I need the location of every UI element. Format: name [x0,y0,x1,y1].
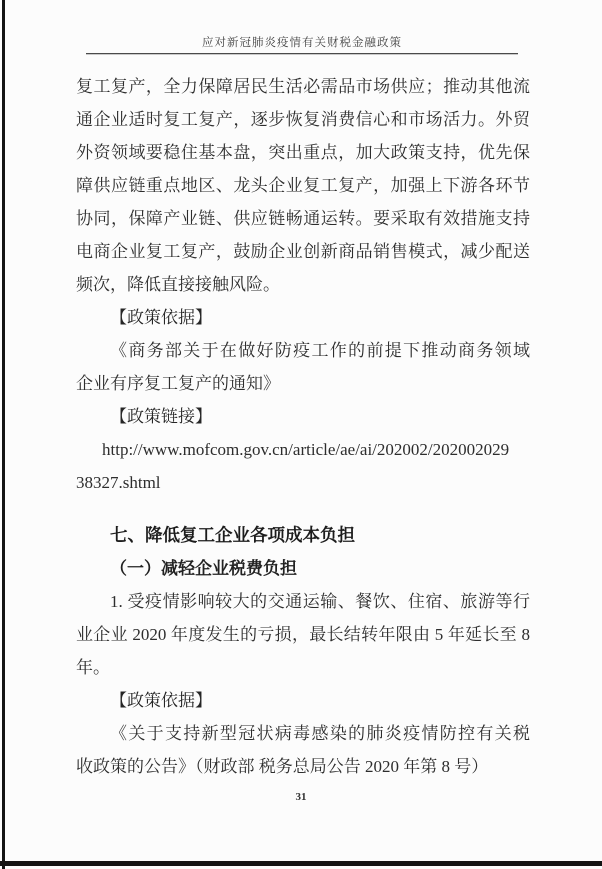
body-line: 通企业适时复工复产，逐步恢复消费信心和市场活力。外贸 [76,110,530,129]
policy-link-block [76,400,530,499]
section-heading: 七、降低复工企业各项成本负担 [110,525,355,545]
subsection-heading: （一）减轻企业税费负担 [110,559,297,578]
policy-link-label: 【政策链接】 [110,407,212,426]
list-item-line: 年。 [76,658,110,677]
body-line: 频次，降低直接接触风险。 [76,275,280,294]
page-body [76,70,530,783]
policy-url-line: http://www.mofcom.gov.cn/article/ae/ai/202002/202002029 [102,440,510,459]
list-item-line: 1. 受疫情影响较大的交通运输、餐饮、住宿、旅游等行 [110,592,530,611]
body-line: 障供应链重点地区、龙头企业复工复产，加强上下游各环节 [76,176,530,195]
policy-url-line: 38327.shtml [76,473,161,492]
policy-doc-title-line: 收政策的公告》（财政部 税务总局公告 2020 年第 8 号） [76,757,489,776]
bottom-edge-rule [0,861,602,866]
header-divider-rule [86,53,518,55]
page-number: 31 [295,791,307,803]
policy-doc-title-line: 《商务部关于在做好防疫工作的前提下推动商务领域 [110,341,530,360]
section-7-block [76,519,530,783]
body-line: 电商企业复工复产，鼓励企业创新商品销售模式，减少配送 [76,242,530,261]
body-line: 协同，保障产业链、供应链畅通运转。要采取有效措施支持 [76,209,530,228]
running-header-title: 应对新冠肺炎疫情有关财税金融政策 [202,37,402,49]
list-item-line: 业企业 2020 年度发生的亏损，最长结转年限由 5 年延长至 8 [76,625,530,644]
left-edge-rule [2,0,5,869]
body-line: 复工复产，全力保障居民生活必需品市场供应；推动其他流 [76,77,530,96]
policy-basis-block [76,301,530,400]
policy-basis-label: 【政策依据】 [110,308,212,327]
body-line: 外资领域要稳住基本盘，突出重点，加大政策支持，优先保 [76,143,530,162]
policy-doc-title-line: 《关于支持新型冠状病毒感染的肺炎疫情防控有关税 [110,724,530,743]
policy-basis-label: 【政策依据】 [110,691,212,710]
policy-doc-title-line: 企业有序复工复产的通知》 [76,374,280,393]
body-paragraph [76,70,530,301]
